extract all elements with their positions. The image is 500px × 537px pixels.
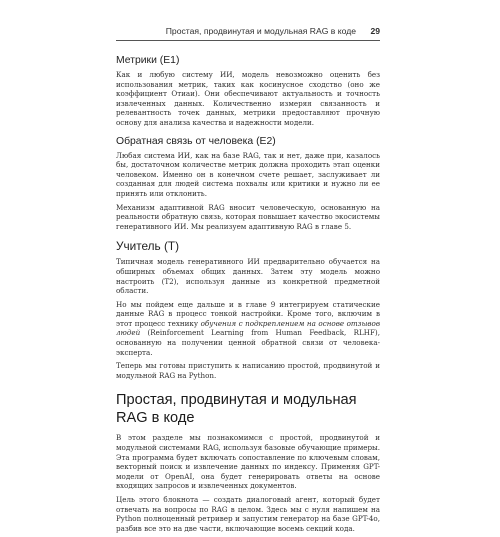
running-header-title: Простая, продвинутая и модульная RAG в коде [165,26,356,36]
page-number: 29 [370,26,380,36]
paragraph [116,300,380,358]
section-heading-metrics: Метрики (E1) [116,55,180,66]
paragraph: Типичная модель генеративного ИИ предварительно обучается на обширных объемах общих данных. Затем эту модель можно настроить (T2), используя данные из конкретной предметной области. [116,257,380,296]
paragraph-text: (Reinforcement Learning from Human Feedback, RLHF), основанную на получении ценной обратной связи от человека-эксперта. [116,328,380,357]
paragraph: В этом разделе мы познакомимся с простой, продвинутой и модульной системами RAG, используя базовые обучающие примеры. Эта программа будет включать сопоставление по ключевым словам, векторный поиск и извлечение данных по индексу. Применяя GPT-модели от OpenAI, она будет генерировать ответы на основе входящих запросов и извлеченных документов. [116,433,380,491]
paragraph: Любая система ИИ, как на базе RAG, так и нет, даже при, казалось бы, достаточном количестве метрик должна проходить этап оценки человеком. Именно он в конечном счете решает, заслуживает ли созданная для людей система похвалы или критики и нужно ли ее принять или отклонить. [116,150,380,198]
section-heading-human-feedback: Обратная связь от человека (E2) [116,135,276,147]
page-body [116,50,380,537]
paragraph-text: Но мы пойдем еще дальше и в главе 9 интегрируем статические данные RAG в процесс тонкой настройки. Кроме того, включим в этот процесс технику [116,299,380,328]
main-section-heading: Простая, продвинутая и модульная RAG в коде [116,392,357,427]
paragraph: Теперь мы готовы приступить к написанию простой, продвинутой и модульной RAG на Python. [116,361,380,380]
running-header [116,24,380,38]
paragraph: Механизм адаптивной RAG вносит человеческую, основанную на реальности обратную связь, которая повышает качество экосистемы генеративного ИИ. Мы реализуем адаптивную RAG в главе 5. [116,202,380,231]
paragraph: Как и любую систему ИИ, модель невозможно оценить без использования метрик, таких как косинусное сходство (оно же коэффициент Отиаи). Они обеспечивают актуальность и точность извлеченных данных. Количественно измеряя связанность и релевантность точек данных, метрики предоставляют прочную основу для анализа качества и надежности модели. [116,70,380,127]
header-rule [116,40,380,41]
emphasis-term: обучения с подкреплением на основе отзывов людей [116,318,380,338]
section-heading-trainer: Учитель (T) [116,239,180,254]
paragraph: Цель этого блокнота — создать диалоговый агент, который будет отвечать на вопросы по RAG в целом. Здесь мы с нуля напишем на Python полноценный ретривер и запустим генератор на базе GPT-4o, разбив все это на две части, включающие восемь секций кода. [116,495,380,533]
